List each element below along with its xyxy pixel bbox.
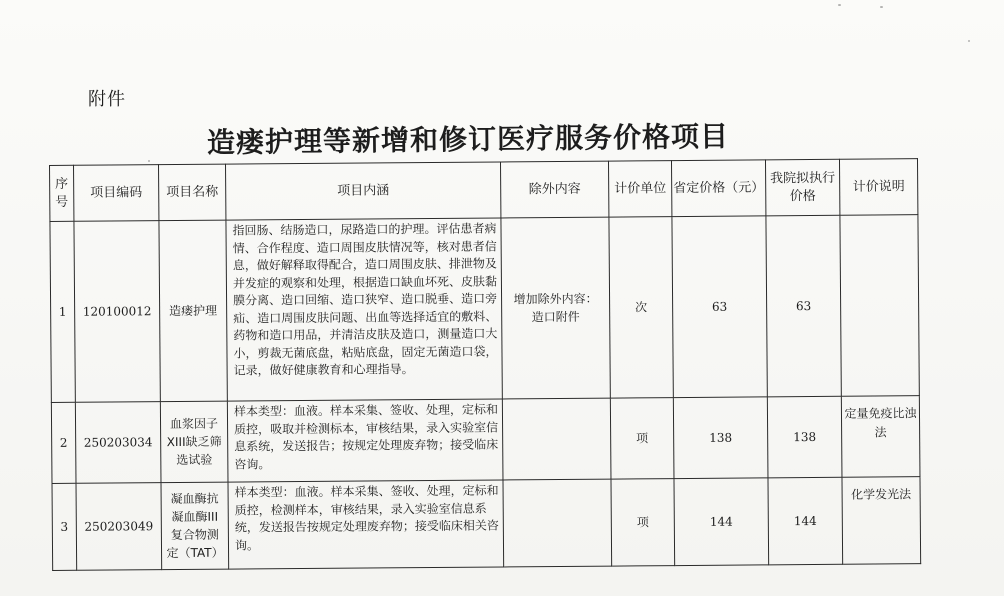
cell-content: 样本类型：血液。样本采集、签收、处理，定标和质控，吸取并检测标本，审核结果，录入实验室信息系统，发送报告；按规定处理废弃物；接受临床咨询。 <box>227 399 503 482</box>
cell-provincial-price: 63 <box>672 216 767 398</box>
cell-unit: 次 <box>609 217 673 398</box>
cell-hospital-price: 138 <box>767 396 842 478</box>
cell-pricing-note: 化学发光法 <box>842 477 921 565</box>
attachment-label: 附件 <box>88 89 126 110</box>
header-content: 项目内涵 <box>225 162 500 220</box>
scan-speck <box>880 6 883 8</box>
cell-content: 样本类型：血液。样本采集、签收、处理，定标和质控，检测样本，审核结果，录入实验室信息系统，发送报告按规定处理废弃物；接受临床相关咨询。 <box>228 480 504 569</box>
header-exclusion: 除外内容 <box>500 161 608 218</box>
page-title: 造瘘护理等新增和修订医疗服务价格项目 <box>206 119 730 160</box>
price-table-wrapper <box>49 158 920 571</box>
cell-seq: 2 <box>51 402 76 483</box>
cell-seq: 3 <box>52 483 77 570</box>
header-code: 项目编码 <box>74 165 159 222</box>
cell-code: 250203034 <box>75 402 161 484</box>
cell-exclusion <box>502 398 611 480</box>
header-pricing-note: 计价说明 <box>839 159 917 216</box>
table-row <box>51 396 920 484</box>
cell-exclusion <box>503 479 612 567</box>
cell-hospital-price: 144 <box>768 477 843 565</box>
cell-provincial-price: 138 <box>673 397 768 479</box>
table-row <box>52 477 921 571</box>
header-seq: 序号 <box>50 165 74 221</box>
table-header-row <box>50 159 918 222</box>
cell-exclusion: 增加除外内容：造口附件 <box>501 217 610 399</box>
cell-unit: 项 <box>611 479 675 566</box>
price-table <box>49 158 921 571</box>
cell-provincial-price: 144 <box>674 478 769 566</box>
header-unit: 计价单位 <box>608 161 671 217</box>
cell-seq: 1 <box>50 221 75 402</box>
cell-code: 120100012 <box>74 221 160 403</box>
table-row <box>50 215 919 403</box>
cell-pricing-note <box>840 215 919 397</box>
cell-name: 造瘘护理 <box>159 220 227 402</box>
cell-content: 指回肠、结肠造口，尿路造口的护理。评估患者病情、合作程度、造口周围皮肤情况等，核对患者信息，做好解释取得配合，造口周围皮肤、排泄物及并发症的观察和处理，根据造口缺血坏死、皮肤黏膜分离、造口回缩、造口狭窄、造口脱垂、造口旁疝、造口周围皮肤问题、出血等选择适宜的敷料、药物和造口用品，并清洁皮肤及造口，测量造口大小，剪裁无菌底盘，粘贴底盘，固定无菌造口袋，记录，做好健康教育和心理指导。 <box>226 218 502 401</box>
cell-name: 凝血酶抗凝血酶III复合物测定（TAT） <box>161 482 229 570</box>
scan-speck <box>968 40 970 42</box>
cell-name: 血浆因子XIII缺乏筛选试验 <box>160 401 228 483</box>
cell-pricing-note: 定量免疫比浊法 <box>841 396 920 478</box>
header-provincial-price: 省定价格（元） <box>671 160 765 217</box>
scan-speck <box>838 4 841 6</box>
header-hospital-price: 我院拟执行价格 <box>765 159 839 216</box>
header-name: 项目名称 <box>159 164 226 221</box>
cell-hospital-price: 63 <box>766 215 841 397</box>
cell-code: 250203049 <box>76 483 162 571</box>
cell-unit: 项 <box>610 398 674 479</box>
